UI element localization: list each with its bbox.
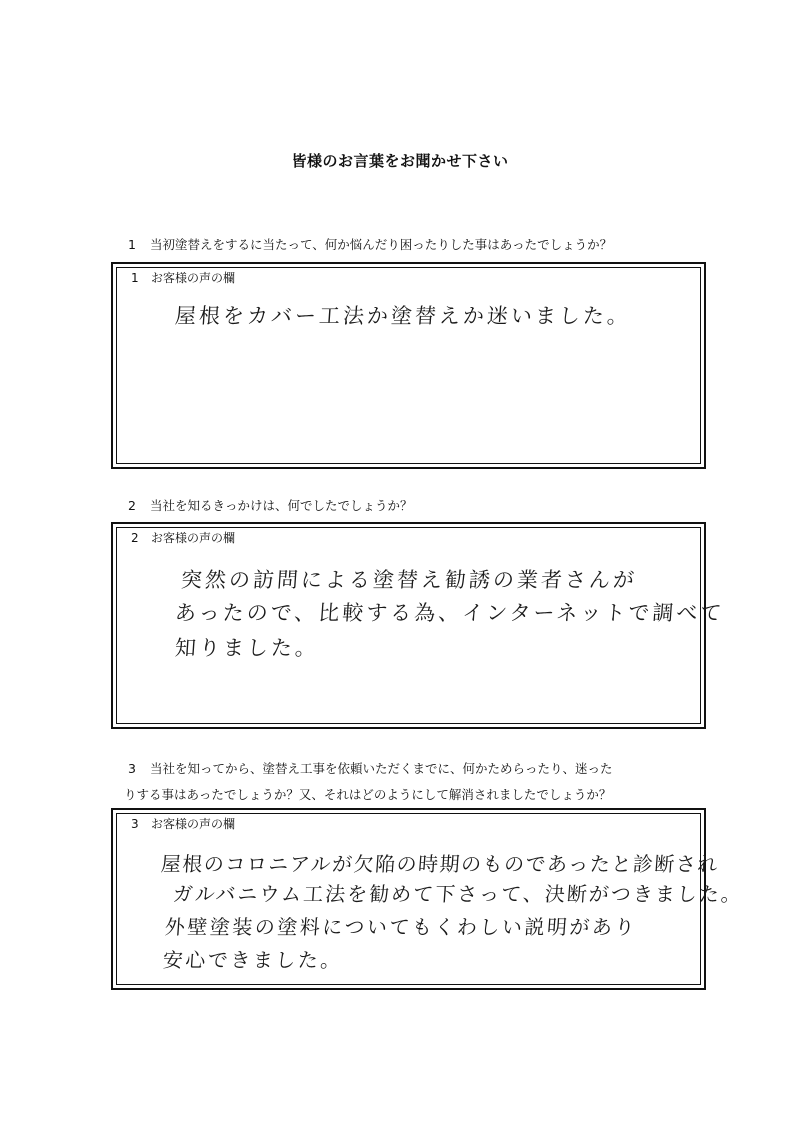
question-text: 当社を知るきっかけは、何でしたでしょうか？ bbox=[150, 498, 413, 513]
question-number: 1 bbox=[128, 237, 136, 252]
answer-box-2 bbox=[111, 522, 726, 729]
question-text: 当社を知ってから、塗替え工事を依頼いただくまでに、何かためらったり、迷った bbox=[150, 761, 613, 776]
answer-box-label bbox=[131, 816, 235, 832]
page-title: 皆様のお言葉をお聞かせ下さい bbox=[291, 152, 509, 170]
box-number: 1 bbox=[131, 271, 139, 285]
question-text-continued: りする事はあったでしょうか？又、それはどのようにして解消されましたでしょうか？ bbox=[124, 787, 612, 802]
handwritten-answer-line: 屋根をカバー工法か塗替えか迷いました。 bbox=[174, 304, 632, 328]
question-number: 3 bbox=[128, 761, 136, 776]
handwritten-answer-line: 外壁塗装の塗料についてもくわしい説明があり bbox=[164, 915, 638, 939]
handwritten-answer-line: 知りました。 bbox=[174, 636, 320, 660]
handwritten-answer-line: ガルバニウム工法を勧めて下さって、決断がつきました。 bbox=[172, 882, 744, 906]
question-number: 2 bbox=[128, 498, 136, 513]
handwritten-answer-line: 安心できました。 bbox=[162, 948, 344, 972]
box-number: 3 bbox=[131, 817, 139, 831]
question-1 bbox=[128, 232, 718, 258]
box-label-text: お客様の声の欄 bbox=[151, 531, 236, 545]
question-3 bbox=[124, 756, 718, 808]
answer-box-label bbox=[131, 270, 235, 286]
answer-box-inner-border bbox=[116, 267, 701, 464]
answer-box-label bbox=[131, 530, 235, 546]
box-number: 2 bbox=[131, 531, 139, 545]
box-label-text: お客様の声の欄 bbox=[151, 817, 236, 831]
handwritten-answer-line: 屋根のコロニアルが欠陥の時期のものであったと診断され bbox=[160, 852, 720, 876]
box-label-text: お客様の声の欄 bbox=[151, 271, 236, 285]
question-2 bbox=[128, 493, 718, 519]
question-text: 当初塗替えをするに当たって、何か悩んだり困ったりした事はあったでしょうか？ bbox=[150, 237, 613, 252]
answer-box-1 bbox=[111, 262, 706, 469]
answer-box-3 bbox=[111, 808, 744, 990]
handwritten-answer-line: 突然の訪問による塗替え勧誘の業者さんが bbox=[180, 568, 638, 592]
handwritten-answer-line: あったので、比較する為、インターネットで調べて bbox=[174, 601, 726, 625]
